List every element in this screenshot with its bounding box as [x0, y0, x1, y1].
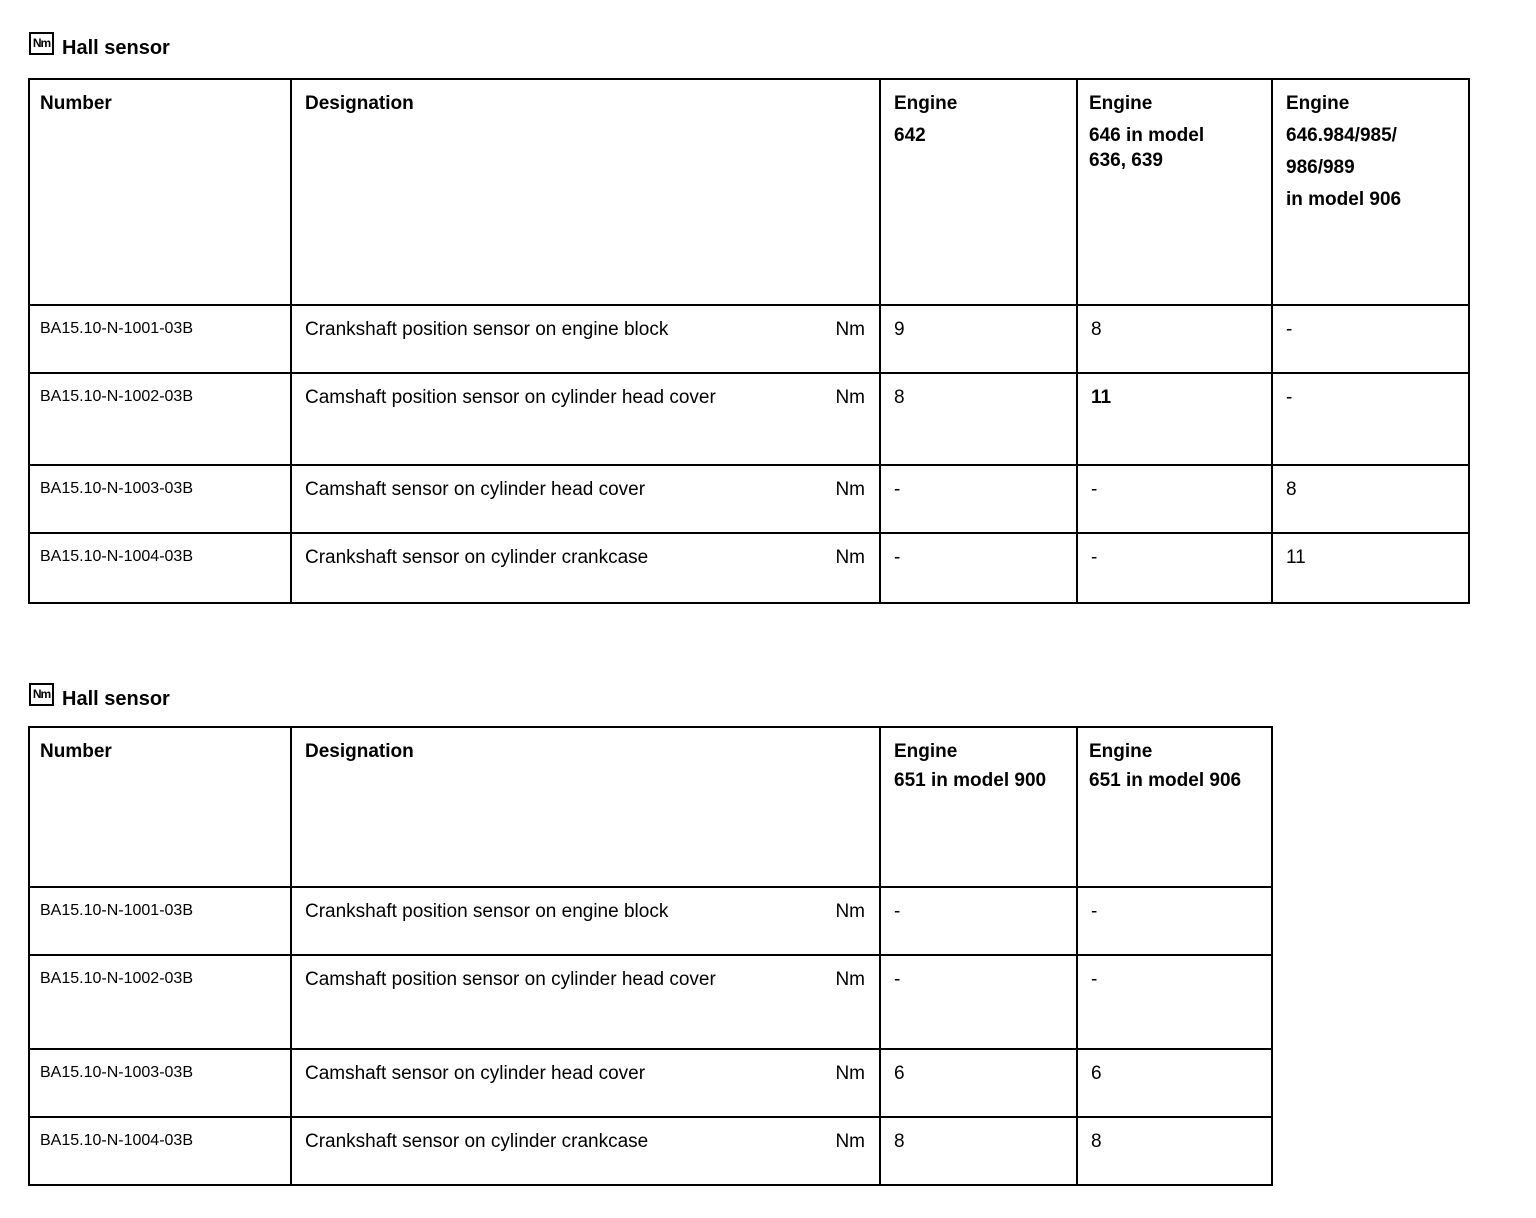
row-designation: Crankshaft sensor on cylinder crankcase [305, 1131, 649, 1152]
row-unit: Nm [835, 319, 865, 340]
row-value: - [894, 547, 901, 568]
header-engine-651-906: Engine 651 in model 906 [1077, 727, 1272, 887]
row-value: 11 [1091, 387, 1112, 408]
header-engine-651-900: Engine 651 in model 900 [880, 727, 1077, 887]
torque-table-1 [28, 78, 1470, 604]
row-designation: Camshaft sensor on cylinder head cover [305, 1063, 646, 1084]
table-row [29, 373, 1469, 465]
row-number: BA15.10-N-1002-03B [40, 388, 193, 405]
section-title-text: Hall sensor [62, 36, 170, 59]
header-number: Number [29, 79, 291, 305]
table-row [29, 465, 1469, 533]
row-unit: Nm [835, 901, 865, 922]
row-number: BA15.10-N-1003-03B [40, 1064, 193, 1081]
row-value: 8 [1091, 1131, 1102, 1152]
row-number: BA15.10-N-1004-03B [40, 548, 193, 565]
row-value: 11 [1286, 547, 1306, 568]
row-designation: Camshaft position sensor on cylinder head cover [305, 969, 716, 990]
row-number: BA15.10-N-1001-03B [40, 902, 193, 919]
section-1-title [29, 34, 170, 62]
row-unit: Nm [835, 547, 865, 568]
row-unit: Nm [835, 387, 865, 408]
row-unit: Nm [835, 479, 865, 500]
header-designation: Designation [291, 79, 880, 305]
row-number: BA15.10-N-1003-03B [40, 480, 193, 497]
row-value: - [1091, 969, 1098, 990]
table-row [29, 305, 1469, 373]
table-row [29, 1049, 1272, 1117]
header-number: Number [29, 727, 291, 887]
row-designation: Camshaft sensor on cylinder head cover [305, 479, 646, 500]
header-engine-642: Engine 642 [880, 79, 1077, 305]
row-value: 9 [894, 319, 905, 340]
row-value: - [894, 479, 901, 500]
row-value: - [1286, 319, 1293, 340]
row-value: - [1091, 901, 1098, 922]
table-row [29, 1117, 1272, 1185]
table-row [29, 533, 1469, 603]
section-2-title [29, 685, 170, 713]
row-designation: Crankshaft position sensor on engine block [305, 319, 669, 340]
torque-nm-icon: Nm [29, 683, 54, 706]
row-value: 6 [1091, 1063, 1102, 1084]
row-value: - [894, 969, 901, 990]
table-header-row [29, 79, 1469, 305]
section-title-text: Hall sensor [62, 687, 170, 710]
row-value: - [1286, 387, 1293, 408]
row-number: BA15.10-N-1002-03B [40, 970, 193, 987]
table-row [29, 887, 1272, 955]
row-value: 8 [894, 387, 905, 408]
row-value: 8 [1286, 479, 1297, 500]
row-value: 6 [894, 1063, 905, 1084]
row-number: BA15.10-N-1001-03B [40, 320, 193, 337]
row-value: 8 [894, 1131, 905, 1152]
header-engine-646-984: Engine 646.984/985/ 986/989 in model 906 [1272, 79, 1469, 305]
row-number: BA15.10-N-1004-03B [40, 1132, 193, 1149]
row-value: - [894, 901, 901, 922]
row-designation: Crankshaft position sensor on engine block [305, 901, 669, 922]
row-unit: Nm [835, 969, 865, 990]
row-unit: Nm [835, 1131, 865, 1152]
torque-nm-icon: Nm [29, 32, 54, 55]
row-value: 8 [1091, 319, 1102, 340]
row-value: - [1091, 547, 1098, 568]
row-designation: Camshaft position sensor on cylinder head cover [305, 387, 716, 408]
table-row [29, 955, 1272, 1049]
row-value: - [1091, 479, 1098, 500]
header-engine-646: Engine 646 in model 636, 639 [1077, 79, 1272, 305]
torque-table-2 [28, 726, 1273, 1186]
header-designation: Designation [291, 727, 880, 887]
row-designation: Crankshaft sensor on cylinder crankcase [305, 547, 649, 568]
table-header-row [29, 727, 1272, 887]
row-unit: Nm [835, 1063, 865, 1084]
